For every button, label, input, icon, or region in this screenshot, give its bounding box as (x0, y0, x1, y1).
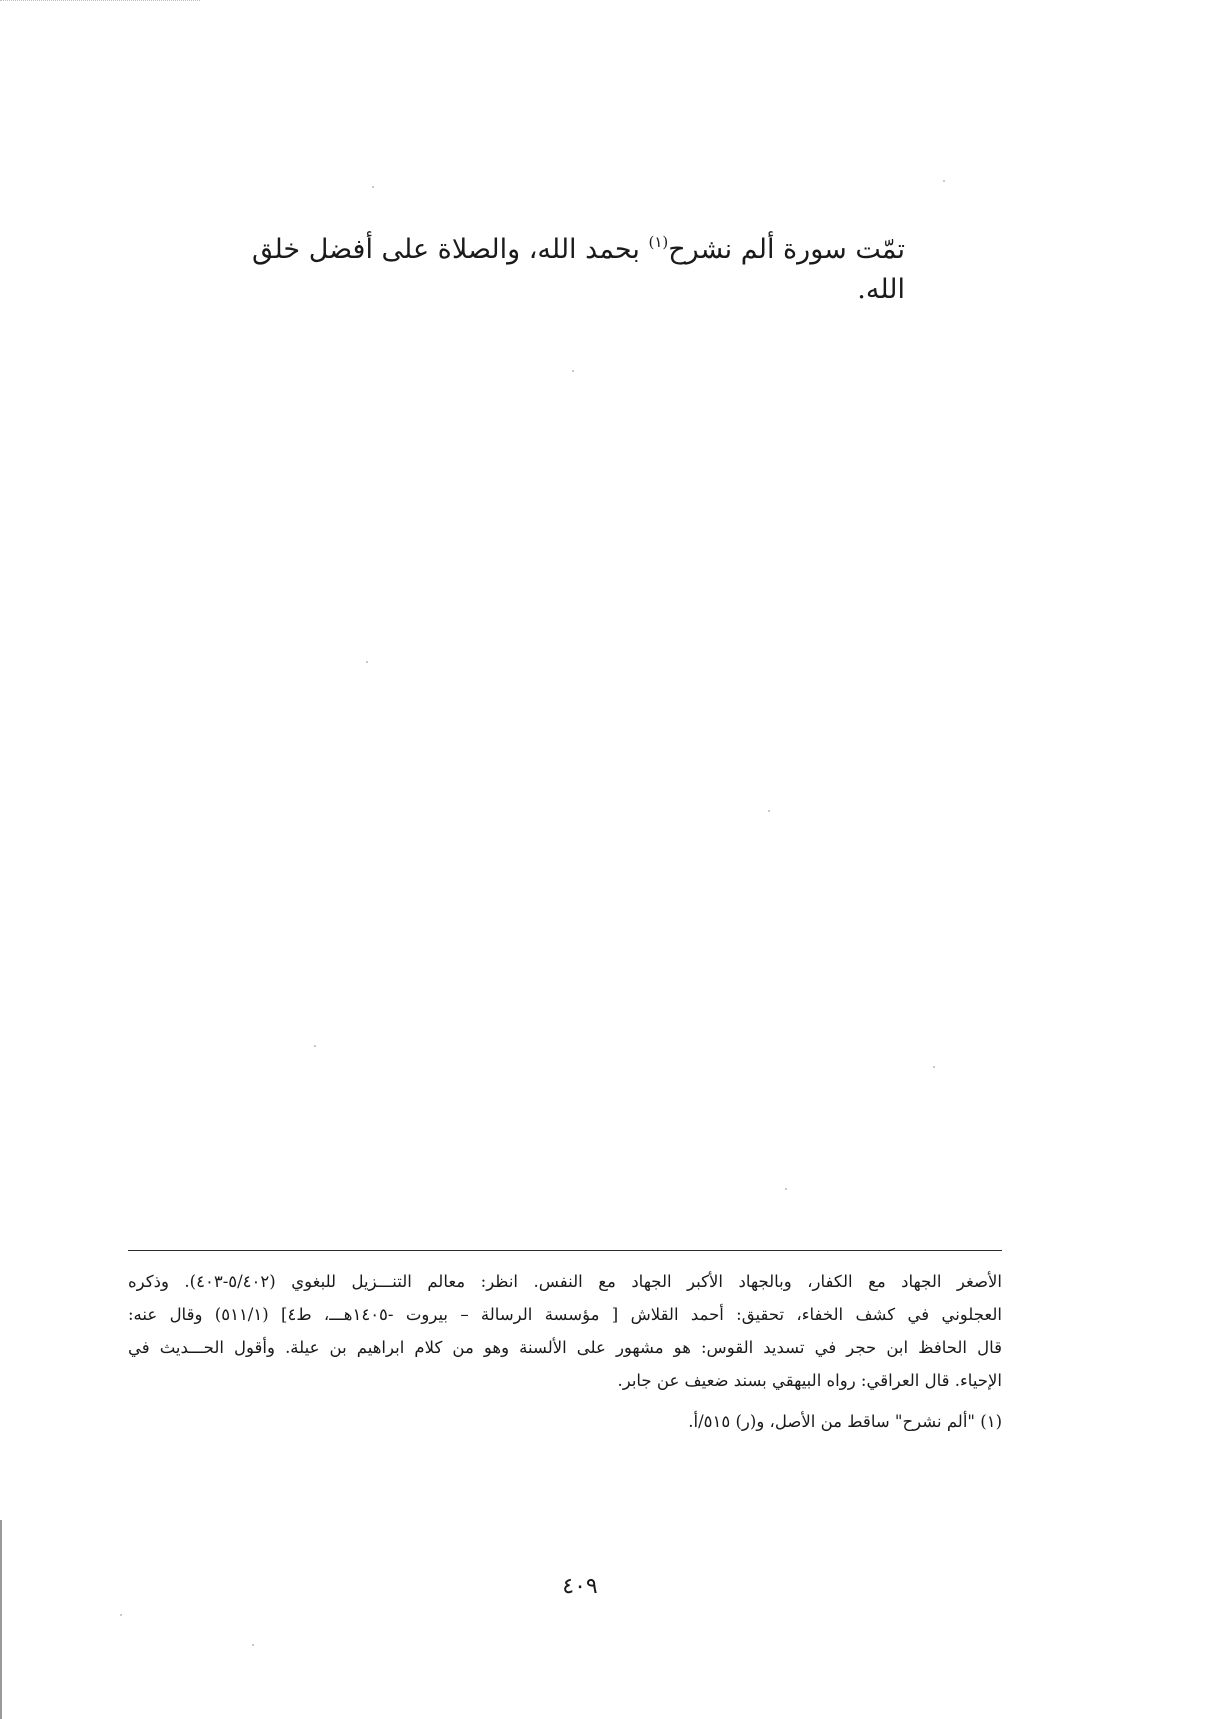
closing-line-part-1: تمّت سورة ألم نشرح (668, 234, 905, 265)
scan-speck (372, 186, 374, 188)
scan-speck (943, 180, 945, 182)
scan-speck (120, 1614, 122, 1616)
footnotes-block (128, 1265, 1002, 1438)
footnote-continued-line-3: قال الحافظ ابن حجر في تسديد القوس: هو مشهور على الألسنة وهو من كلام ابراهيم بن عيلة. وأقول الحـــديث في (128, 1338, 1002, 1357)
scan-speck (933, 1066, 935, 1068)
scan-speck (572, 370, 574, 372)
scan-speck (785, 1188, 787, 1190)
scan-speck (366, 661, 368, 663)
closing-line-part-2: بحمد الله، والصلاة على أفضل خلق الله. (251, 234, 905, 305)
footnote-reference-1: (١) (648, 233, 669, 251)
scan-edge-left (0, 1520, 2, 1719)
scan-edge-top (0, 0, 200, 2)
scan-speck (252, 1644, 254, 1646)
footnote-separator (128, 1250, 1002, 1251)
footnote-continued-line-4: الإحياء. قال العراقي: رواه البيهقي بسند ضعيف عن جابر. (617, 1371, 1002, 1390)
footnote-continued-line-1: الأصغر الجهاد مع الكفار، وبالجهاد الأكبر الجهاد مع النفس. انظر: معالم التنـــزيل للبغوي (٥/٤٠٢-٤٠٣). وذكره (128, 1272, 1002, 1291)
closing-line (205, 222, 905, 310)
footnote-1: (١) "ألم نشرح" ساقط من الأصل، و(ر) ٥١٥/أ. (688, 1412, 1002, 1431)
page-number: ٤٠٩ (562, 1574, 598, 1599)
footnote-continued-line-2: العجلوني في كشف الخفاء، تحقيق: أحمد القلاش [ مؤسسة الرسالة – بيروت -١٤٠٥هـــ، ط٤] (٥١١/١) وقال عنه: (128, 1305, 1002, 1324)
scan-speck (768, 810, 770, 812)
scan-speck (314, 1045, 316, 1047)
